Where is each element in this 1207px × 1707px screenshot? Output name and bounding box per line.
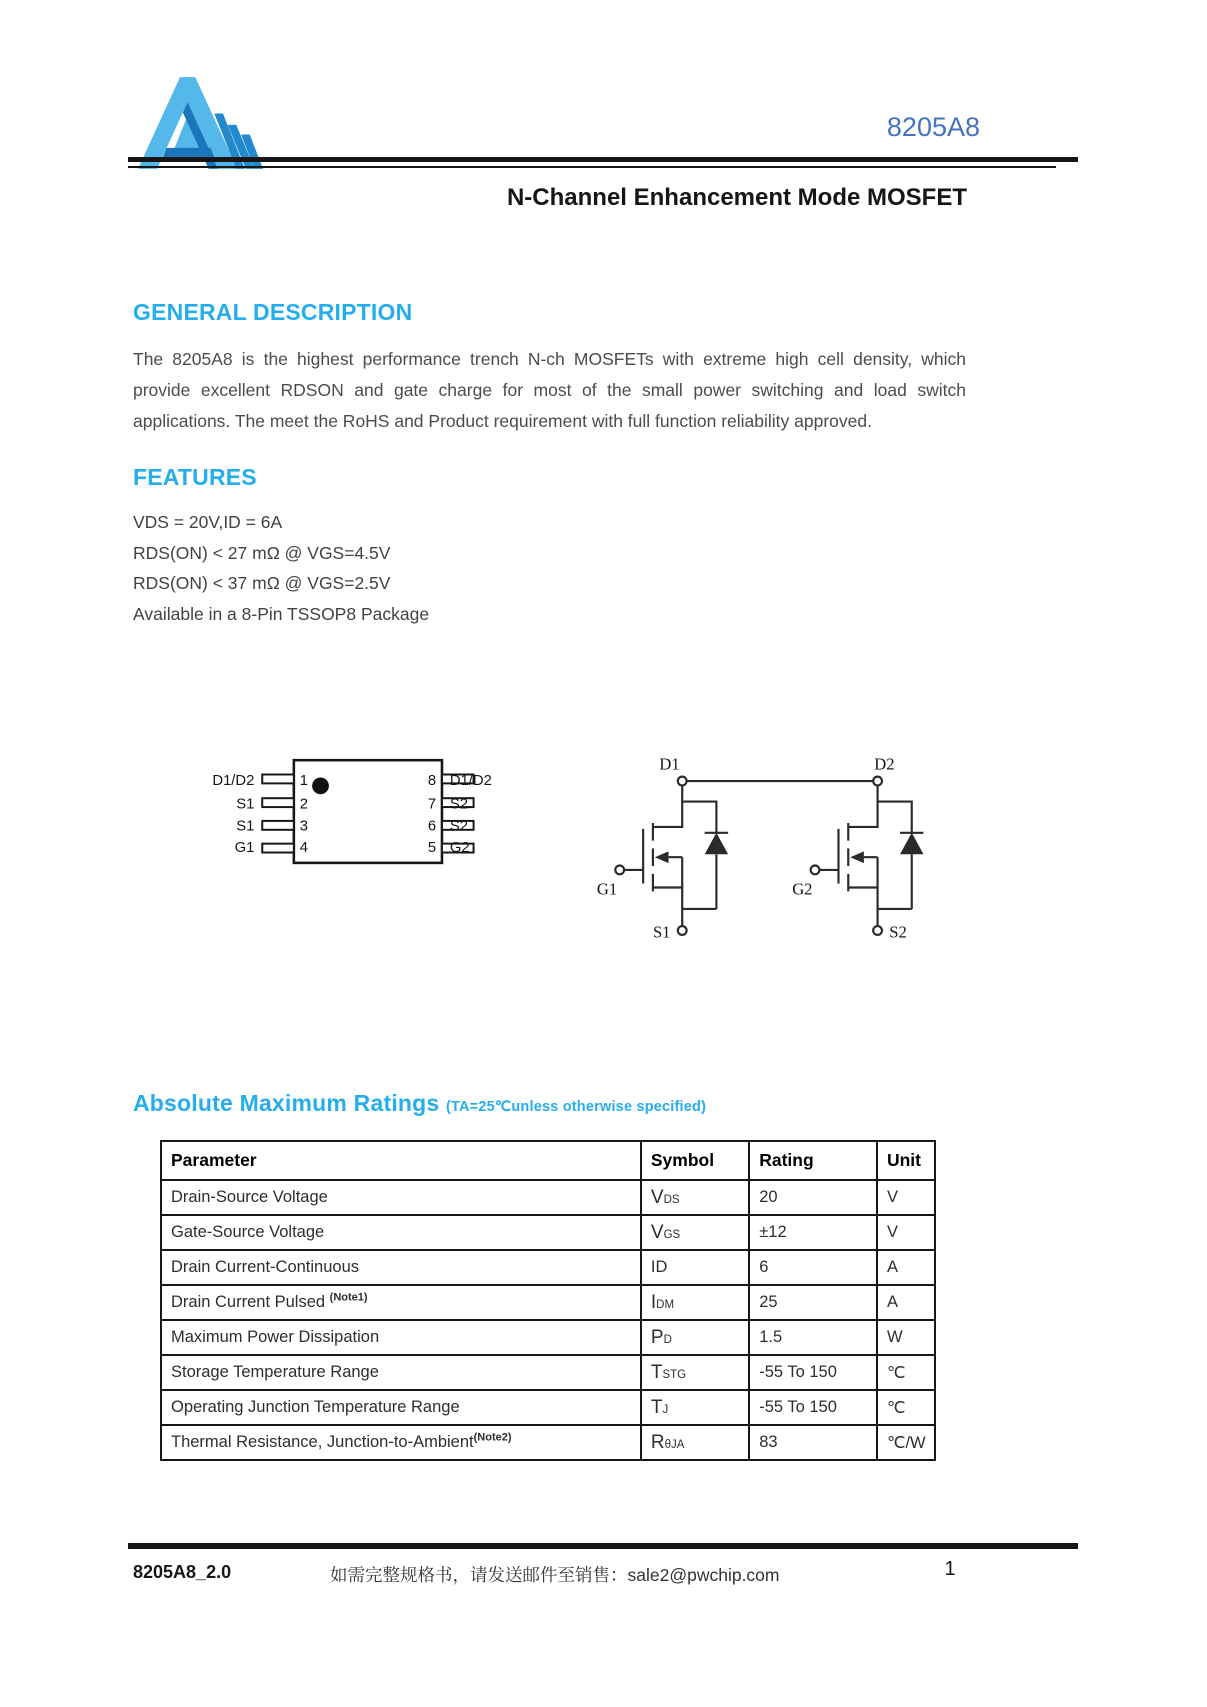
mosfet-schematic-diagram (560, 740, 990, 950)
footer-page-number: 1 (944, 1558, 956, 1580)
symbol-base: T (650, 1396, 663, 1418)
table-row (161, 1250, 935, 1285)
ratings-condition: (TA=25℃unless otherwise specified) (446, 1099, 707, 1115)
header-rule-thin (128, 166, 1056, 168)
rating-value: 25 (749, 1285, 877, 1320)
symbol-base: ID (650, 1258, 668, 1276)
symbol-base: R (650, 1431, 665, 1453)
label-d1: D1 (659, 754, 680, 774)
table-row (161, 1180, 935, 1215)
general-description-heading: GENERAL DESCRIPTION (133, 299, 413, 325)
symbol-base: V (650, 1186, 664, 1208)
rating-value: -55 To 150 (749, 1355, 877, 1390)
col-header-symbol: Symbol (641, 1141, 749, 1180)
table-header-row (161, 1141, 935, 1180)
unit-value: A (877, 1285, 935, 1320)
table-row (161, 1215, 935, 1250)
parameter-text: Gate-Source Voltage (171, 1223, 325, 1241)
logo-a-crossbar (163, 148, 215, 158)
table-row (161, 1355, 935, 1390)
pin-number: 7 (427, 796, 437, 813)
pin-1-lead (262, 775, 294, 784)
label-g2: G2 (792, 879, 813, 899)
mosfet-symbol-q2 (811, 802, 924, 929)
label-g1: G1 (596, 879, 618, 899)
symbol-base: V (650, 1221, 664, 1243)
package-body (294, 760, 442, 863)
pin-label: D1/D2 (212, 772, 255, 789)
pin-label: D1/D2 (449, 772, 492, 789)
footer-doc-version: 8205A8_2.0 (133, 1562, 232, 1582)
parameter-text: Drain Current Pulsed (171, 1293, 326, 1311)
ratings-heading-text: Absolute Maximum Ratings (133, 1090, 440, 1116)
pin-number: 1 (299, 772, 309, 789)
label-d2: D2 (874, 754, 895, 774)
symbol-subscript: DM (656, 1298, 675, 1311)
parameter-text: Operating Junction Temperature Range (171, 1398, 460, 1416)
symbol-subscript: θJA (664, 1438, 685, 1451)
pin-2-lead (262, 798, 294, 807)
rating-value: ±12 (749, 1215, 877, 1250)
table-row (161, 1285, 935, 1320)
parameter-text: Thermal Resistance, Junction-to-Ambient (171, 1433, 474, 1451)
rating-value: 6 (749, 1250, 877, 1285)
pin-1-marker-dot (312, 777, 329, 794)
parameter-text: Maximum Power Dissipation (171, 1328, 380, 1346)
part-number: 8205A8 (886, 112, 980, 142)
unit-value: V (877, 1215, 935, 1250)
parameter-text: Drain-Source Voltage (171, 1188, 328, 1206)
pin-label: S1 (236, 796, 255, 813)
col-header-rating: Rating (749, 1141, 877, 1180)
unit-value: ℃ (877, 1355, 935, 1390)
parameter-text: Drain Current-Continuous (171, 1258, 360, 1276)
document-title: N-Channel Enhancement Mode MOSFET (506, 184, 967, 211)
company-logo-icon (138, 76, 264, 170)
symbol-subscript: STG (662, 1368, 687, 1381)
package-pinout-diagram (203, 752, 519, 877)
symbol-base: I (650, 1291, 657, 1313)
symbol-subscript: DS (663, 1193, 680, 1206)
unit-value: ℃ (877, 1390, 935, 1425)
pin-number: 6 (427, 818, 437, 835)
table-row (161, 1390, 935, 1425)
symbol-subscript: D (663, 1333, 672, 1346)
pin-label: G1 (234, 840, 255, 857)
pin-label: S2 (449, 796, 468, 813)
pin-number: 4 (299, 840, 309, 857)
terminal-d2 (873, 777, 882, 786)
label-s1: S1 (652, 922, 671, 942)
parameter-note: (Note2) (473, 1431, 512, 1444)
features-list (133, 507, 429, 629)
pin-number: 2 (299, 796, 309, 813)
pin-4-lead (262, 844, 294, 853)
label-s2: S2 (889, 922, 907, 942)
ratings-heading (133, 1090, 706, 1117)
terminal-s2 (873, 926, 882, 935)
pin-label: G2 (449, 840, 470, 857)
pin-label: S2 (449, 818, 468, 835)
footer-rule (128, 1543, 1078, 1549)
pin-number: 8 (427, 772, 437, 789)
rating-value: 1.5 (749, 1320, 877, 1355)
table-row (161, 1425, 935, 1460)
feature-item: VDS = 20V,ID = 6A (133, 512, 283, 532)
drain-rail-wire (682, 781, 877, 802)
col-header-unit: Unit (877, 1141, 935, 1180)
symbol-base: T (650, 1361, 663, 1383)
feature-item: RDS(ON) < 37 mΩ @ VGS=2.5V (133, 573, 391, 593)
rating-value: 20 (749, 1180, 877, 1215)
unit-value: V (877, 1180, 935, 1215)
pin-number: 3 (299, 818, 309, 835)
unit-value: ℃/W (877, 1425, 935, 1460)
terminal-s1 (678, 926, 687, 935)
features-heading: FEATURES (133, 464, 257, 490)
parameter-note: (Note1) (329, 1291, 368, 1304)
feature-item: Available in a 8-Pin TSSOP8 Package (133, 603, 430, 624)
header-rule-thick (128, 157, 1078, 162)
pin-number: 5 (427, 840, 437, 857)
pin-label: S1 (236, 818, 255, 835)
ratings-table (160, 1140, 936, 1461)
rating-value: -55 To 150 (749, 1390, 877, 1425)
parameter-text: Storage Temperature Range (171, 1363, 379, 1381)
col-header-parameter: Parameter (161, 1141, 641, 1180)
footer-contact-text: 如需完整规格书，请发送邮件至销售：sale2@pwchip.com (330, 1565, 780, 1585)
rating-value: 83 (749, 1425, 877, 1460)
symbol-subscript: GS (663, 1228, 681, 1241)
mosfet-symbol-q1 (615, 802, 728, 929)
feature-item: RDS(ON) < 27 mΩ @ VGS=4.5V (133, 542, 391, 563)
terminal-d1 (678, 777, 687, 786)
unit-value: A (877, 1250, 935, 1285)
symbol-base: P (650, 1326, 664, 1348)
pin-3-lead (262, 821, 294, 830)
general-description-body: The 8205A8 is the highest performance trench N-ch MOSFETs with extreme high cell density, which provide excellent RDSON and gate charge for most of the small power switching and load switch applications. The meet the RoHS and Product requirement with full function reliability approved. (133, 349, 966, 431)
symbol-subscript: J (662, 1403, 669, 1416)
table-row (161, 1320, 935, 1355)
unit-value: W (877, 1320, 935, 1355)
